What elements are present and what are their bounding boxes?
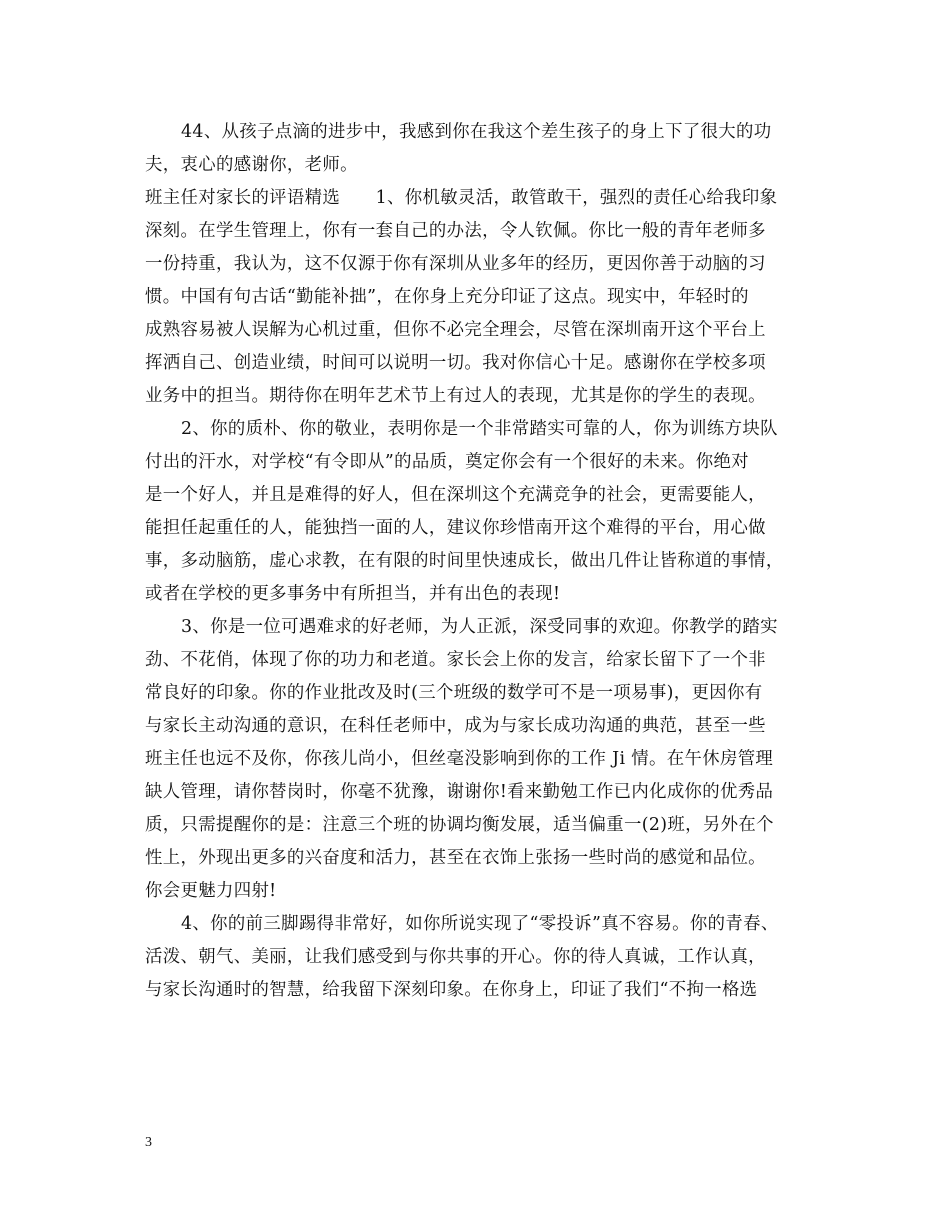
- text-line: 班主任也远不及你，你孩儿尚小，但丝毫没影响到你的工作 Ji 情。在午休房管理: [145, 749, 774, 769]
- text-line: 劲、不花俏，体现了你的功力和老道。家长会上你的发言，给家长留下了一个非: [145, 650, 766, 670]
- text-line: 付出的汗水，对学校“有令即从”的品质，奠定你会有一个很好的未来。你绝对: [145, 452, 749, 472]
- text-line: 能担任起重任的人，能独挡一面的人，建议你珍惜南开这个难得的平台，用心做: [145, 518, 766, 538]
- text-line: 与家长沟通时的智慧，给我留下深刻印象。在你身上，印证了我们“不拘一格选: [145, 980, 758, 1000]
- text-line: 性上，外现出更多的兴奋度和活力，甚至在衣饰上张扬一些时尚的感觉和品位。: [145, 848, 766, 868]
- text-line: 挥洒自己、创造业绩，时间可以说明一切。我对你信心十足。感谢你在学校多项: [145, 353, 766, 373]
- document-body: [145, 116, 825, 1007]
- text-line: 夫，衷心的感谢你，老师。: [145, 155, 358, 175]
- text-line: 业务中的担当。期待你在明年艺术节上有过人的表现，尤其是你的学生的表现。: [145, 386, 766, 406]
- text-line: 班主任对家长的评语精选 1、你机敏灵活，敢管敢干，强烈的责任心给我印象: [145, 188, 778, 208]
- text-line: 4、你的前三脚踢得非常好，如你所说实现了“零投诉”真不容易。你的青春、: [181, 914, 779, 934]
- text-line: 事，多动脑筋，虚心求教，在有限的时间里快速成长，做出几件让皆称道的事情，: [145, 551, 784, 571]
- text-line: 或者在学校的更多事务中有所担当，并有出色的表现!: [145, 584, 561, 604]
- text-line: 成熟容易被人误解为心机过重，但你不必完全理会，尽管在深圳南开这个平台上: [145, 320, 766, 340]
- text-line: 活泼、朝气、美丽，让我们感受到与你共事的开心。你的待人真诚，工作认真，: [145, 947, 766, 967]
- text-line: 质，只需提醒你的是：注意三个班的协调均衡发展，适当偏重一(2)班，另外在个: [145, 815, 774, 835]
- text-line: 惯。中国有句古话“勤能补拙”，在你身上充分印证了这点。现实中，年轻时的: [145, 287, 749, 307]
- text-line: 常良好的印象。你的作业批改及时(三个班级的数学可不是一项易事)，更因你有: [145, 683, 763, 703]
- text-line: 与家长主动沟通的意识，在科任老师中，成为与家长成功沟通的典范，甚至一些: [145, 716, 766, 736]
- text-line: 缺人管理，请你替岗时，你毫不犹豫，谢谢你!看来勤勉工作已内化成你的优秀品: [145, 782, 774, 802]
- text-line: 44、从孩子点滴的进步中，我感到你在我这个差生孩子的身上下了很大的功: [181, 122, 772, 142]
- text-line: 是一个好人，并且是难得的好人，但在深圳这个充满竞争的社会，更需要能人，: [145, 485, 766, 505]
- text-line: 3、你是一位可遇难求的好老师，为人正派，深受同事的欢迎。你教学的踏实: [181, 617, 778, 637]
- text-line: 一份持重，我认为，这不仅源于你有深圳从业多年的经历，更因你善于动脑的习: [145, 254, 766, 274]
- text-line: 2、你的质朴、你的敬业，表明你是一个非常踏实可靠的人，你为训练方块队: [181, 419, 778, 439]
- page-number: 3: [145, 1135, 152, 1150]
- text-line: 深刻。在学生管理上，你有一套自己的办法，令人钦佩。你比一般的青年老师多: [145, 221, 766, 241]
- text-line: 你会更魅力四射!: [145, 881, 277, 901]
